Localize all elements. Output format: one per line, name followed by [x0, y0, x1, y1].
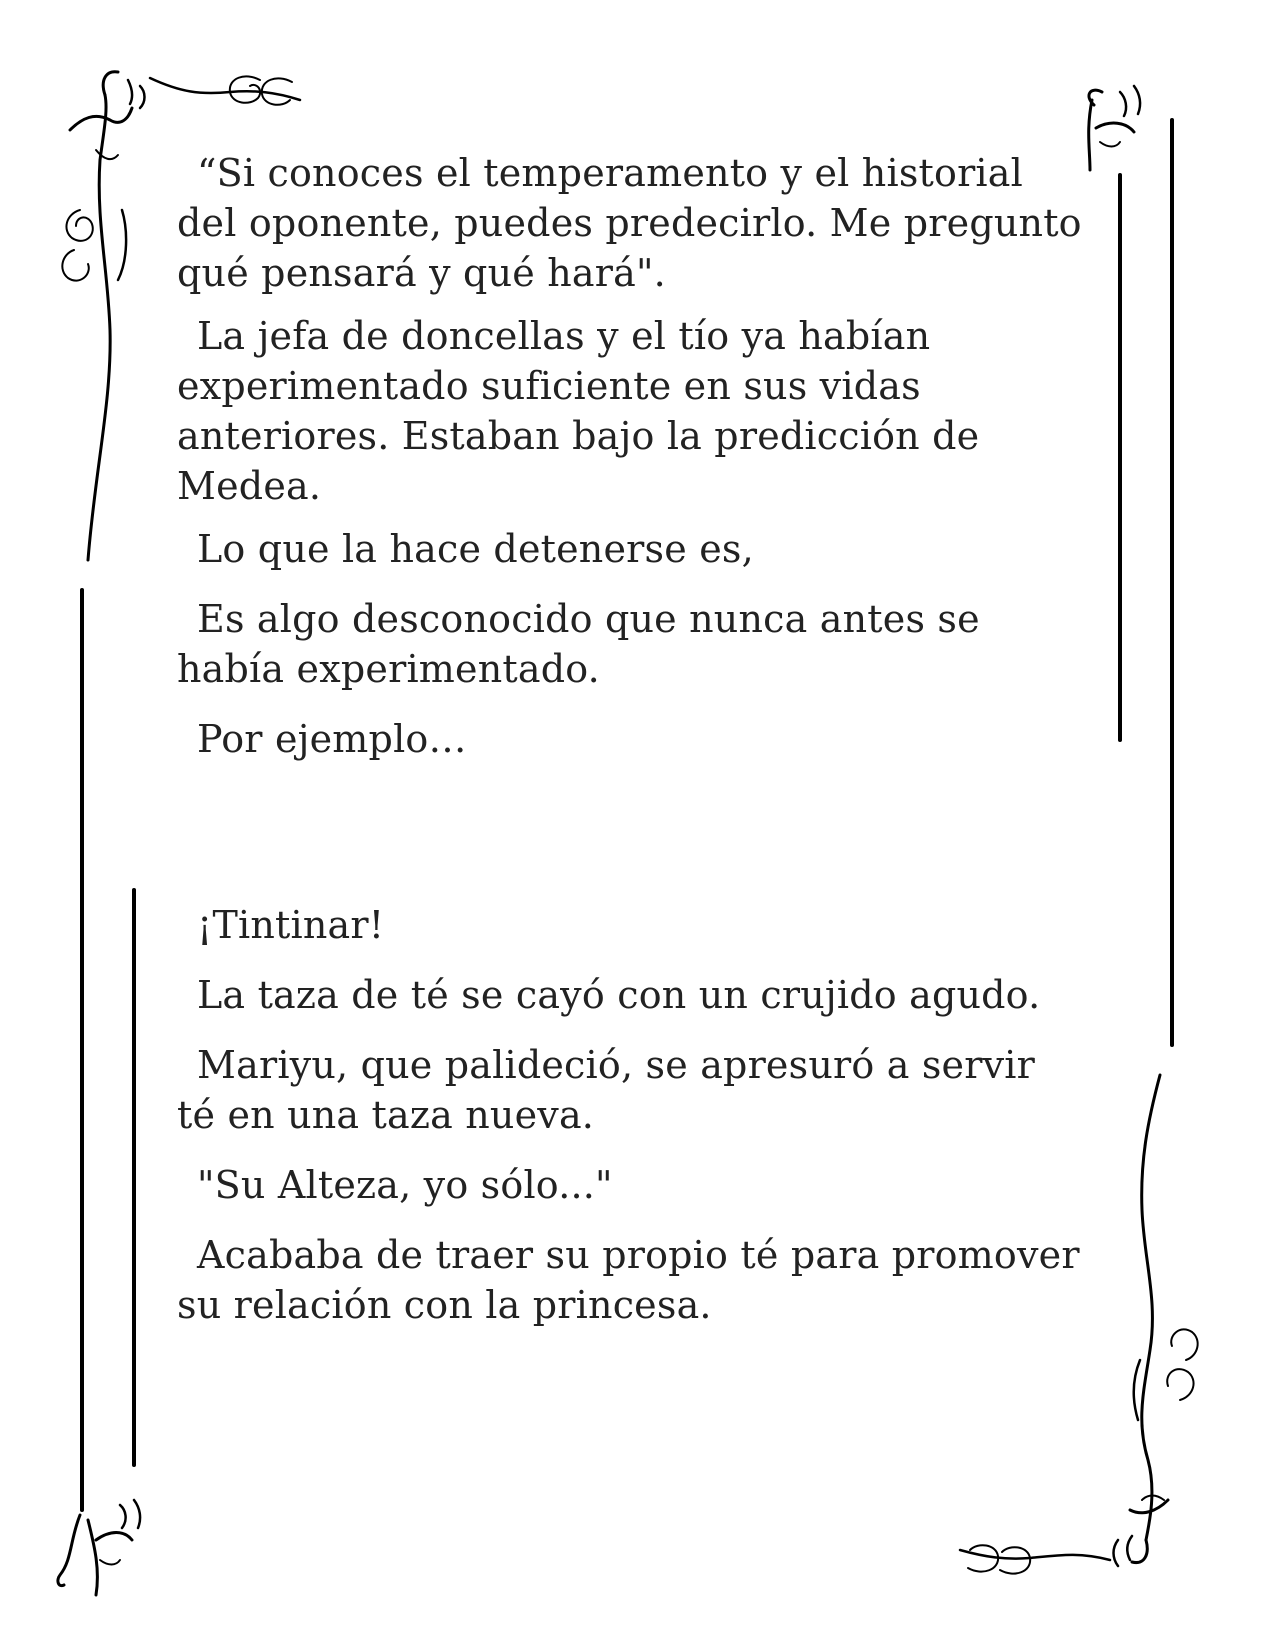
paragraph: ¡Tintinar! [197, 903, 385, 947]
paragraph: “Si conoces el temperamento y el historial del oponente, puedes predecirlo. Me pregunto qué pensará y qué hará". [177, 151, 1082, 295]
paragraph: La jefa de doncellas y el tío ya habían experimentado suficiente en sus vidas anteriores. Estaban bajo la predicción de Medea. [177, 314, 980, 508]
paragraph: Es algo desconocido que nunca antes se había experimentado. [177, 597, 980, 691]
paragraph: Mariyu, que palideció, se apresuró a servir té en una taza nueva. [177, 1043, 1035, 1137]
paragraph: Por ejemplo… [197, 717, 467, 761]
paragraph: Lo que la hace detenerse es, [197, 527, 754, 571]
paragraph: Acababa de traer su propio té para promover su relación con la princesa. [177, 1233, 1080, 1327]
bottom-left-flourish-icon [58, 1500, 140, 1595]
top-right-flourish-icon [1089, 86, 1140, 170]
paragraph: "Su Alteza, yo sólo..." [197, 1163, 613, 1207]
paragraph: La taza de té se cayó con un crujido agudo. [197, 973, 1041, 1017]
section-one [177, 148, 1082, 764]
section-two [177, 900, 1082, 1330]
